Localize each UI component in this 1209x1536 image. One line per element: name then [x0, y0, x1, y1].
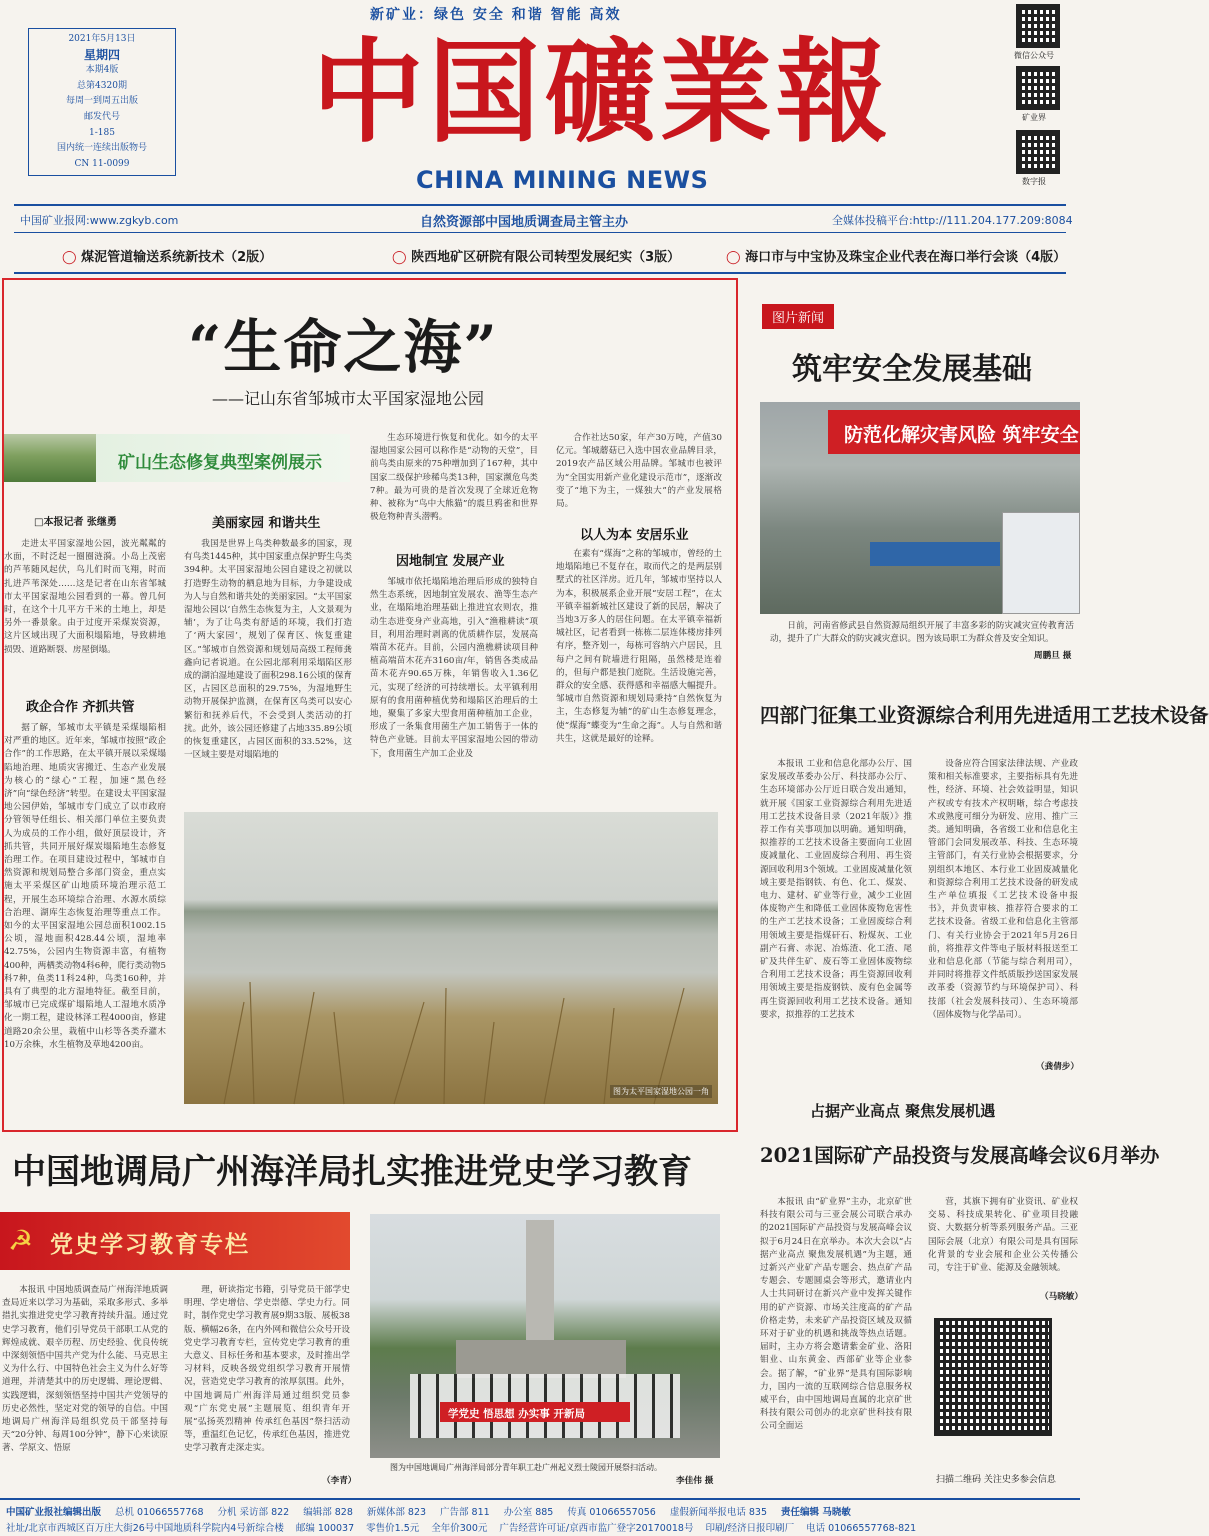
summit-kicker: 占据产业高点 聚焦发展机遇: [810, 1102, 996, 1120]
footer-retail-price: 零售价1.5元: [366, 1523, 420, 1534]
lead-column-1a: 走进太平国家湿地公园，波光粼粼的水面，不时泛起一圈圈涟漪。小岛上茂密的芦苇随风起伏，鸟儿们时而飞翔，时而扎进芦苇深处……这是记者在山东省邹城市太平国家湿地公园看到的一幕。曾几何时，在这个十几平方千米的土地上，却是另外一番景象。由于过度开采煤炭资源，这片区域出现了大面积塌陷地，导致耕地损毁、道路断裂、房屋倒塌。: [4, 539, 166, 655]
teaser-3[interactable]: [726, 246, 1066, 265]
lead-column-3b: 邹城市依托塌陷地治理后形成的独特自然生态系统，因地制宜发展农、渔等生态产业，在塌陷地治理基础上推进宜农则农，推动生态进变身产业高地，引入“渔稚耕读”项目，利用治理时剥离的优质耕作层，发展高端苗木花卉。目前，公园内渔樵耕读项目种植高端苗木花卉3160亩/年，销售各类成品苗木花卉90.65万株，年销售收入1.36亿元，实现了经济的可持续增长。太平镇利用原有的食用菌种植优势和塌陷区治理后的土地，聚集了多家大型食用菌种植加工企业，形成了一条集食用菌生产加工销售于一体的特色产业链。目前太平国家湿地公园的带动下，食用菌生产加工企业及: [370, 577, 538, 759]
kuangyejie-qr-icon: [1016, 66, 1060, 110]
lead-title: “生命之海”: [188, 313, 499, 381]
bottom-column-2: 理，研读指定书籍，引导党员干部学史明理、学史增信、学史崇德、学史力行。同时，制作党史学习教育展9期33版、展板38版、横幅26条，在内外网和微信公众号开设党史学习教育专栏，宣传党史学习教育的重大意义、目标任务和基本要求，及时推出学习材料，反映各级党组织学习教育开展情况，营造党史学习教育的浓厚氛围。此外，中国地调局广州海洋局通过组织党员参观“广东党史展”主题展览、组织青年开展“弘扬英烈精神 传承红色基因”祭扫活动等，重温红色记忆，传承红色基因，推进党史学习教育走深走实。: [184, 1285, 350, 1454]
footer-editor: 责任编辑 马晓敏: [781, 1507, 851, 1518]
safety-photo-credit: 周鹏旦 摄: [1034, 651, 1072, 661]
landscape-thumbnail: [4, 434, 96, 482]
circle-bullet-icon: ◯: [726, 250, 746, 265]
summit-headline: 2021国际矿产品投资与发展高峰会议6月举办: [760, 1144, 1160, 1167]
memorial-photo-caption: 图为中国地调局广州海洋局部分青年职工赴广州起义烈士陵园开展祭扫活动。: [390, 1463, 662, 1472]
case-banner: [4, 434, 350, 482]
footer-publisher: 中国矿业报社编辑出版: [6, 1507, 102, 1518]
footer-hotline: 虚假新闻举报电话 835: [669, 1507, 768, 1518]
summit-qr-caption: 扫描二维码 关注史多参会信息: [936, 1475, 1056, 1485]
wechat-qr-icon: [1016, 4, 1060, 48]
bottom-column-2-credit: （李青）: [322, 1476, 357, 1486]
footer-ext-editorial: 编辑部 828: [303, 1507, 353, 1518]
footer-phone: 电话 01066557768-821: [806, 1523, 917, 1534]
lead-column-1b: 据了解，邹城市太平镇是采煤塌陷相对严重的地区。近年来，邹城市按照“政企合作”的工作思路，在太平镇开展以采煤塌陷地治理、地质灾害搬迁、生态产业发展为核心的“绿心”工程，加速“黑色经济”向“绿色经济”转型。在建设太平国家湿地公园伊始，邹城市专门成立了以市政府分管领导任组长、相关部门单位主要负责人为成员的工作小组，做好顶层设计，齐抓共管，共同开展好煤炭塌陷地生态修复治理工作。在项目建设过程中，邹城市自然资源和规划局整合多部门资金，重点实施太平采煤区矿山地质环境治理示范工程，开展生态环境综合治理、水源水质综合治理、湖库生态恢复治理等重点工作。如今的太平国家湿地公园总面积1002.15公顷，湿地面积428.44公顷，湿地率42.75%，公园内生物资源丰富，有植物400种，两栖类动物4科6种，爬行类动物5科7种，鱼类11科24种，鸟类160种，并具有了典型的北方湿地特征。截至目前，邹城市已完成煤矿塌陷地人工湿地水质净化一期工程，建设林泽工程4000亩，修建道路20余公里，栽植中山杉等各类乔灌木10万余株，水生植物及草地4200亩。: [4, 723, 166, 1050]
publish-schedule: 每周一到周五出版: [65, 96, 138, 107]
subhead-industry: 因地制宜 发展产业: [396, 554, 505, 569]
teaser-1[interactable]: [62, 246, 272, 265]
digital-paper-qr-icon: [1016, 130, 1060, 174]
serial-label: 国内统一连续出版物号: [56, 143, 147, 154]
summit-qr-icon[interactable]: [934, 1318, 1052, 1436]
lead-column-3a: 生态环境进行恢复和优化。如今的太平湿地国家公园可以称作是“动物的天堂”，目前鸟类由原来的75种增加到了167种，其中国家二级保护珍稀鸟类13种，国家濒危鸟类7种。最为可贵的是首次发现了全球近危物种、被称为“鸟中大熊猫”的震旦鸦雀和世界极危物种青头潜鸭。: [370, 433, 538, 523]
four-departments-headline: 四部门征集工业资源综合利用先进适用工艺技术设备: [760, 704, 1209, 727]
postal-code: 1-185: [89, 127, 115, 138]
summit-credit: （马晓敏）: [1040, 1292, 1083, 1302]
case-banner-text: 矿山生态修复典型案例展示: [118, 453, 322, 473]
four-departments-credit: （龚倩步）: [1036, 1062, 1079, 1072]
teaser-3-text: 海口市与中宝协及珠宝企业代表在海口举行会谈（4版）: [745, 250, 1067, 265]
circle-bullet-icon: ◯: [392, 250, 412, 265]
safety-event-photo: [760, 402, 1080, 614]
four-departments-col1: 本报讯 工业和信息化部办公厅、国家发展改革委办公厅、科技部办公厅、生态环境部办公厅近日联合发出通知，就开展《国家工业资源综合利用先进适用工艺技术设备目录（2021年版）》推荐工作有关事项加以明确。通知明确，拟推荐的工艺技术设备主要面向工业固废减量化、工业固废综合利用、再生资源回收利用3个领域。工业固废减量化领域主要是指钢铁、有色、化工、煤炭、电力、建材、矿业等行业，减少工业固体废物产生和降低工业固体废物危害性的生产工艺技术设备；工业固废综合利用领域主要是指煤矸石、粉煤灰、工业副产石膏、赤泥、冶炼渣、化工渣、尾矿及共伴生矿、废石等工业固体废物综合利用工艺技术设备；再生资源回收利用领域主要是指废钢铁、废有色金属等再生资源回收利用工艺技术设备。通知要求，拟推荐的工艺技术: [760, 759, 912, 1020]
footer-postcode: 邮编 100037: [295, 1523, 355, 1534]
memorial-group-photo: [370, 1214, 720, 1458]
newspaper-english-title: CHINA MINING NEWS: [416, 166, 709, 194]
postal-code-label: 邮发代号: [83, 111, 120, 122]
footer-line-2: [6, 1520, 1080, 1534]
bottom-column-1: 本报讯 中国地质调查局广州海洋地质调查局近来以学习为基础，采取多形式、多举措扎实推进党史学习教育持续升温。通过党史学习教育，他们引导党员干部职工从党的辉煌成就、艰辛历程、历史经验、优良传统中深刻领悟中国共产党为什么能、马克思主义为什么行、中国特色社会主义为什么好等道理，并清楚其中的历史逻辑、理论逻辑、实践逻辑，深刻领悟坚持中国共产党领导的历史必然性，坚定对党的领导的自信。中国地调局广州海洋局组织党员干部坚持每天“20分钟、每周100分钟”，静下心来读原著、学原文、悟原: [2, 1285, 169, 1454]
party-history-banner-text: 党史学习教育专栏: [50, 1231, 250, 1258]
issue-total: 总第4320期: [77, 80, 127, 91]
masthead-rule: [14, 204, 1066, 206]
photo-news-tag: 图片新闻: [762, 304, 834, 329]
footer-annual-price: 全年价300元: [431, 1523, 488, 1534]
masthead-rule-2: [14, 232, 1066, 233]
display-board: [1002, 512, 1080, 614]
wetland-photo-caption: 图为太平国家湿地公园一角: [610, 1085, 712, 1098]
newspaper-logo: 中国礦業報: [312, 27, 892, 158]
issue-date: 2021年5月13日: [68, 34, 136, 44]
circle-bullet-icon: ◯: [62, 250, 82, 265]
memorial-base: [456, 1340, 626, 1378]
footer-ad-license: 广告经营许可证/京西市监广登字20170018号: [499, 1523, 694, 1534]
footer-printer: 印刷/经济日报印刷厂: [705, 1523, 795, 1534]
subhead-people-first: 以人为本 安居乐业: [580, 528, 689, 543]
wetland-photo: [184, 812, 718, 1104]
table: [870, 542, 1000, 566]
summit-col1: 本报讯 由“矿业界”主办，北京矿世科技有限公司与三亚会展公司联合承办的2021国际矿产品投资与发展高峰会议拟于6月24日在京举办。本次大会以“占据产业高点 聚焦发展机遇”为主题，通过新兴产业矿产品专题会、热点矿产品专题会、专题圆桌会等形式，邀请业内人士共同研讨在新兴产业中发挥关键作用的矿产资源、市场关注度高的矿产品价格走势，未来矿产品投资区域及双循环对于矿业的机遇和挑战等热点话题。届时，主办方将会邀请紫金矿业、洛阳钼业、山东黄金、西部矿业等企业参会。据了解，“矿业界”是具有国际影响力，国内一流的互联网综合信息服务权威平台，由中国地调局直属的北京矿世科技有限公司创办的北京矿世科技有限公司全面运: [760, 1197, 912, 1432]
subhead-beautiful-home: 美丽家园 和谐共生: [212, 516, 321, 531]
summit-col2: 营，其旗下拥有矿业资讯、矿业权交易、科技成果转化、矿业项目投融资、大数据分析等系列服务产品。三亚国际会展（北京）有限公司是具有国际化背景的专业会展和企业公关传播公司，专注于矿业、能源及金融领域。: [928, 1197, 1078, 1274]
safety-photo-caption: 日前，河南省修武县自然资源局组织开展了丰富多彩的防灾减灾宣传教育活动，提升了广大群众的防灾减灾意识。图为该局职工为群众普及安全知识。: [770, 621, 1074, 645]
memorial-photo-credit: 李佳伟 摄: [676, 1476, 714, 1486]
teaser-2-text: 陕西地矿区研院有限公司转型发展纪实（3版）: [411, 250, 681, 265]
footer-address: 社址/北京市西城区百万庄大街26号中国地质科学院内4号新综合楼: [6, 1523, 284, 1534]
party-emblem-icon: ☭: [8, 1224, 34, 1257]
qr-label-digital: 数字报: [1022, 177, 1046, 186]
teaser-rule: [14, 272, 1066, 274]
footer-ext-newmedia: 新媒体部 823: [366, 1507, 427, 1518]
footer-rule: [0, 1498, 1080, 1500]
red-banner-text: 防范化解灾害风险 筑牢安全: [844, 424, 1079, 446]
footer-line-1: [6, 1504, 1080, 1518]
qr-label-wechat: 微信公众号: [1014, 51, 1054, 60]
submission-link[interactable]: 全媒体投稿平台:http://111.204.177.209:8084: [832, 214, 1073, 227]
footer-switchboard: 总机 01066557768: [115, 1507, 204, 1518]
photo-red-banner-text: 学党史 悟思想 办实事 开新局: [448, 1408, 585, 1420]
lead-byline: □本报记者 张继勇: [34, 517, 117, 528]
footer-ext-interview: 分机 采访部 822: [217, 1507, 290, 1518]
reed-silhouettes-icon: [184, 812, 718, 1104]
teaser-2[interactable]: [392, 246, 680, 265]
four-departments-col2: 设备应符合国家法律法规、产业政策和相关标准要求，主要指标具有先进性，经济、环境、社会效益明显，知识产权或专有技术产权明晰，综合考虑技术或熟度可细分为研发、应用、推广三类。通知明确，各省级工业和信息化主管部门会同发展改革、科技、生态环境主管部门，有关行业协会根据要求，分别组织本地区、本行业工业固废减量化和资源综合利用工艺技术设备的研发成生产单位填报《工艺技术设备申报书》，并负责审核、推荐符合要求的工艺技术设备。省级工业和信息化主管部门、有关行业协会于2021年5月26日前，将推荐文件等电子版材料报送至工业和信息化部（节能与综合利用司），并同时将推荐文件纸质版抄送国家发展改革委（资源节约与环境保护司）、科技部（社会发展科技司）、生态环境部（固体废物与化学品司）。: [928, 759, 1078, 1020]
lead-column-4b: 在素有“煤海”之称的邹城市，曾经的土地塌陷地已不复存在，取而代之的是两层别墅式的社区洋房。近几年，邹城市坚持以人为本，积极展系企业开展“安居工程”，在太平镇幸福新城社区建设了新的民居，解决了当地3万多人的居住问题。在太平镇幸福新城社区，记者看到一栋栋二层连体楼房排列有序，整齐划一，每栋可容纳六户居民，且每户之间有院墙进行阻隔，虽然楼是连着的，但每户都是独门庭院。生活设施完善，群众的安全感、获得感和幸福感大幅提升。邹城市自然资源和规划局秉持“自然恢复为主，生态修复为辅”的矿山生态修复理念，使“煤海”蝶变为“生命之海”。人与自然和谐共生，这就是最好的诠释。: [556, 549, 722, 744]
lead-subtitle: ——记山东省邹城市太平国家湿地公园: [212, 389, 485, 408]
photo-news-title: 筑牢安全发展基础: [792, 352, 1032, 387]
teaser-1-text: 煤泥管道输送系统新技术（2版）: [81, 250, 273, 265]
website-link[interactable]: 中国矿业报网:www.zgkyb.com: [20, 214, 179, 227]
issue-weekday: 星期四: [83, 47, 120, 62]
masthead-slogan: 新矿业：绿色 安全 和谐 智能 高效: [370, 7, 622, 23]
sponsor-line: 自然资源部中国地质调查局主管主办: [420, 215, 629, 230]
date-box: [28, 28, 176, 176]
serial-number: CN 11-0099: [74, 158, 130, 169]
footer-ext-ads: 广告部 811: [440, 1507, 490, 1518]
qr-label-kuangyejie: 矿业界: [1022, 113, 1046, 122]
subhead-government-enterprise: 政企合作 齐抓共管: [26, 700, 135, 715]
footer-ext-office: 办公室 885: [503, 1507, 554, 1518]
bottom-headline: 中国地调局广州海洋局扎实推进党史学习教育: [12, 1152, 692, 1192]
party-history-banner: [0, 1212, 350, 1270]
page-count: 本期4版: [85, 65, 119, 76]
lead-column-2: 我国是世界上鸟类种数最多的国家，现有鸟类1445种，其中国家重点保护野生鸟类394种。太平国家湿地公园自建设之初就以打造野生动物的栖息地为目标，力争建设成为人与自然和谐共处的美丽家园。“太平国家湿地公园以‘自然生态恢复为主，人文景观为辅’，为了让鸟类有舒适的环境，我们打造了‘两大家园’，规划了保育区、恢复重建区。”邹城市自然资源和规划局高级工程师龚鑫向记者说道。在公园北部利用采塌陷区形成的湖泊湿地建设了面积298.16公顷的保育区，占园区总面积的29.75%，为湿地野生动物开展保护监测，在保育区鸟类可以安心繁衍和抚养后代，不会受到人类活动的打扰。此外，该公园还修建了占地335.89公顷的恢复重建区，占园区面积的33.52%，这一区域主要是对塌陷地的: [184, 539, 352, 761]
lead-column-4a: 合作社达50家，年产30万吨，产值30亿元。邹城蘑菇已入选中国农业品牌目录，2019农产品区域公用品牌。邹城市也被评为“全国实用新产业化建设示范市”，逐渐改变了“地下为主，一煤独大”的产业发展格局。: [556, 433, 722, 510]
footer-fax: 传真 01066557056: [567, 1507, 656, 1518]
